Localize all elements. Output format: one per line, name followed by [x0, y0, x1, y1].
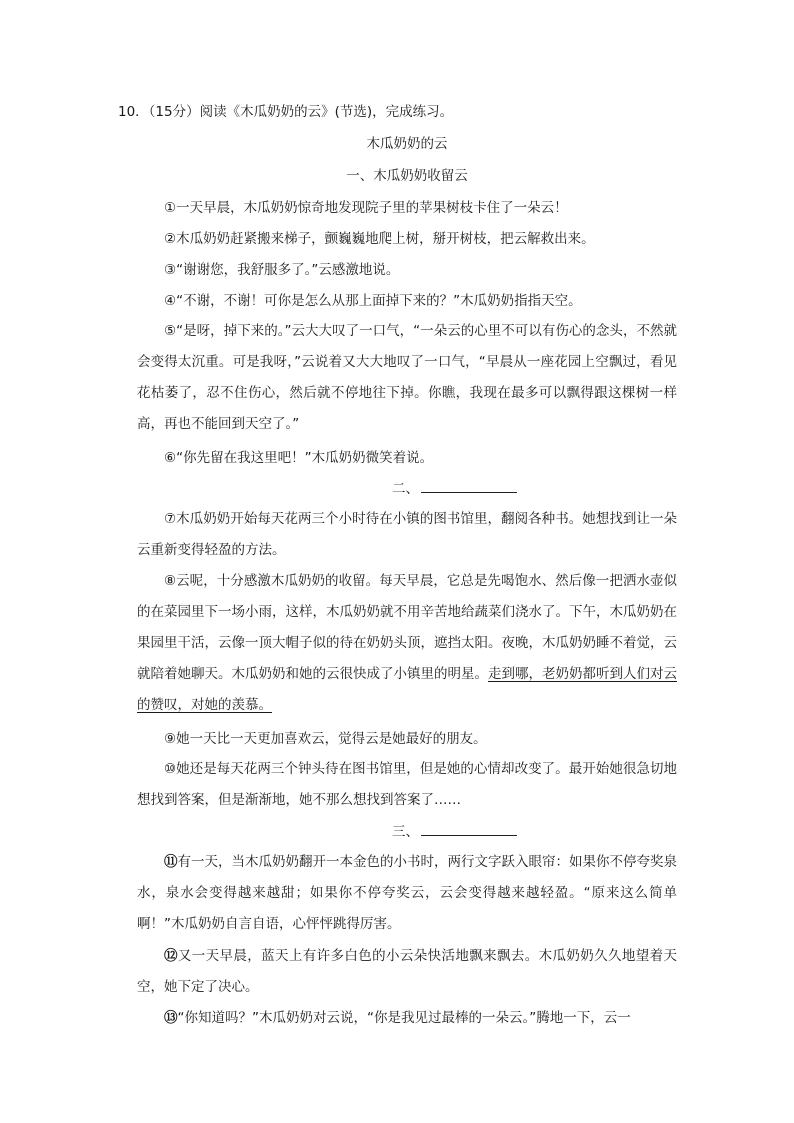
paragraph-13-number: ⑬: [164, 1010, 178, 1026]
paragraph-7: ⑦木瓜奶奶开始每天花两三个小时待在小镇的图书馆里，翻阅各种书。她想找到让一朵云重新变得轻盈的方法。: [137, 511, 677, 558]
section-heading-2-blank[interactable]: [421, 480, 517, 493]
paragraph-13-text: “你知道吗？”木瓜奶奶对云说，“你是我见过最棒的一朵云。”腾地一下，云一: [177, 1010, 631, 1026]
paragraph-8-underlined-sentence: 走到哪，老奶奶都听到人们对云的赞叹，对她的羡慕。: [137, 666, 677, 713]
section-heading-3-blank[interactable]: [421, 823, 517, 836]
story-title: 木瓜奶奶的云: [366, 136, 448, 152]
paragraph-11: [137, 847, 677, 940]
paragraph-6: ⑥“你先留在我这里吧！”木瓜奶奶微笑着说。: [164, 450, 434, 466]
paragraph-5: ⑤“是呀，掉下来的。”云大大叹了一口气，“一朵云的心里不可以有伤心的念头，不然就会变得太沉重。可是我呀，”云说着又大大地叹了一口气，“早晨从一座花园上空飘过，看见花枯萎了，忍不住伤心，然后就不停地往下掉。你瞧，我现在最多可以飘得跟这棵树一样高，再也不能回到天空了。”: [137, 323, 677, 432]
paragraph-8: [137, 566, 677, 721]
section-heading-2: [392, 479, 517, 499]
paragraph-11-number: ⑪: [164, 854, 178, 870]
section-heading-3-prefix: 三、: [392, 824, 419, 840]
paragraph-11-text: 有一天，当木瓜奶奶翻开一本金色的小书时，两行文字跃入眼帘：如果你不停夸奖泉水，泉水会变得越来越甜；如果你不停夸奖云，云会变得越来越轻盈。“原来这么简单啊！”木瓜奶奶自言自语，心怦怦跳得厉害。: [137, 854, 677, 932]
paragraph-9: ⑨她一天比一天更加喜欢云，觉得云是她最好的朋友。: [164, 731, 487, 747]
paragraph-12-text: 又一天早晨，蓝天上有许多白色的小云朵快活地飘来飘去。木瓜奶奶久久地望着天空，她下定了决心。: [137, 948, 677, 995]
section-heading-1: 一、木瓜奶奶收留云: [346, 168, 468, 184]
paragraph-13: [137, 1003, 677, 1034]
paragraph-1: ①一天早晨，木瓜奶奶惊奇地发现院子里的苹果树枝卡住了一朵云！: [164, 200, 568, 216]
paragraph-12-number: ⑫: [164, 948, 178, 964]
paragraph-10: ⑩她还是每天花两三个钟头待在图书馆里，但是她的心情却改变了。最开始她很急切地想找到答案，但是渐渐地，她不那么想找到答案了……: [137, 761, 677, 808]
paragraph-4: ④“不谢，不谢！可你是怎么从那上面掉下来的？”木瓜奶奶指指天空。: [164, 293, 582, 309]
paragraph-12: [137, 941, 677, 1003]
paragraph-3: ③“谢谢您，我舒服多了。”云感激地说。: [164, 262, 400, 278]
section-heading-3: [392, 822, 517, 842]
paragraph-2: ②木瓜奶奶赶紧搬来梯子，颤巍巍地爬上树，掰开树枝，把云解救出来。: [164, 231, 595, 247]
paragraph-8-text: ⑧云呢，十分感激木瓜奶奶的收留。每天早晨，它总是先喝饱水、然后像一把洒水壶似的在菜园里下一场小雨，这样，木瓜奶奶就不用辛苦地给蔬菜们浇水了。下午，木瓜奶奶在果园里干活，云像一顶大帽子似的待在奶奶头顶，遮挡太阳。夜晚，木瓜奶奶睡不着觉，云就陪着她聊天。木瓜奶奶和她的云很快成了小镇里的明星。: [137, 573, 677, 682]
section-heading-2-prefix: 二、: [392, 481, 419, 497]
question-prompt: 10．（15分）阅读《木瓜奶奶的云》(节选)，完成练习。: [118, 104, 454, 120]
